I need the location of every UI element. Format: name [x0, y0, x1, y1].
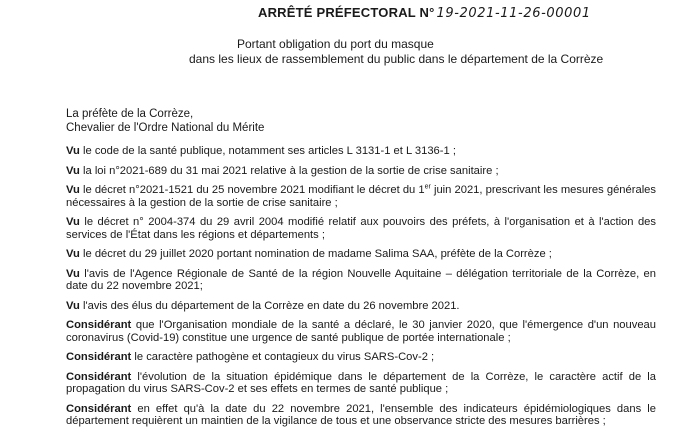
considering-lead: Considérant — [66, 402, 132, 415]
considering-paragraph — [66, 371, 656, 396]
recital-text: le code de la santé publique, notamment ses articles L 3131-1 et L 3136-1 ; — [79, 145, 456, 157]
considering-lead: Considérant — [66, 370, 132, 383]
considering-paragraph — [66, 319, 656, 344]
authority-title: La préfète de la Corrèze, — [66, 108, 194, 120]
recital-lead: Vu — [66, 216, 80, 228]
recital-text: la loi n°2021-689 du 31 mai 2021 relative à la gestion de la sortie de crise sanitaire ; — [79, 164, 499, 177]
considering-lead: Considérant — [66, 319, 132, 331]
recital-paragraph — [66, 300, 656, 313]
recital-paragraph — [66, 248, 656, 261]
considering-lead: Considérant — [66, 351, 132, 363]
recital-text: le décret du 29 juillet 2020 portant nomination de madame Salima SAA, préfète de la Corrèze ; — [79, 248, 552, 260]
recital-lead: Vu — [66, 299, 80, 312]
decree-body — [66, 145, 656, 435]
ordinal-superscript: er — [424, 183, 431, 191]
recital-lead: Vu — [66, 267, 80, 280]
handwritten-decree-number: 19-2021-11-26-00001 — [436, 6, 591, 21]
recital-lead: Vu — [66, 248, 80, 260]
considering-text: l'évolution de la situation épidémique dans le département de la Corrèze, le caractère actif de la propagation du virus SARS-Cov-2 et ses effets en termes de santé publique ; — [66, 370, 656, 395]
recital-paragraph — [66, 145, 656, 158]
decree-subtitle — [0, 37, 700, 67]
title-prefix: ARRÊTÉ PRÉFECTORAL N° — [258, 5, 435, 20]
considering-paragraph — [66, 403, 656, 428]
recital-lead: Vu — [66, 145, 80, 157]
subtitle-line-1: Portant obligation du port du masque — [237, 37, 434, 51]
recital-text: le décret n° 2004-374 du 29 avril 2004 modifié relatif aux pouvoirs des préfets, à l'organisation et à l'action des services de l'État dans les régions et départements ; — [66, 216, 656, 241]
recital-text-continued: juin 2021, prescrivant les mesures générales nécessaires à la gestion de la sortie de crise sanitaire ; — [66, 184, 656, 209]
considering-paragraph — [66, 351, 656, 364]
recital-text: le décret n°2021-1521 du 25 novembre 2021 modifiant le décret du 1 — [79, 184, 425, 196]
recital-paragraph — [66, 216, 656, 241]
recital-lead: Vu — [66, 184, 80, 196]
issuing-authority — [66, 107, 264, 135]
considering-text: que l'Organisation mondiale de la santé a déclaré, le 30 janvier 2020, que l'émergence d'un nouveau coronavirus (Covid-19) constitue une urgence de santé publique de portée internationale ; — [66, 319, 656, 344]
recital-text: l'avis des élus du département de la Corrèze en date du 26 novembre 2021. — [79, 299, 460, 312]
subtitle-line-2: dans les lieux de rassemblement du public dans le département de la Corrèze — [189, 52, 604, 66]
considering-text: en effet qu'à la date du 22 novembre 2021, l'ensemble des indicateurs épidémiologiques dans le département requièrent un maintien de la vigilance de tous et une observance stricte des mesures barrières ; — [66, 402, 656, 427]
recital-text: l'avis de l'Agence Régionale de Santé de la région Nouvelle Aquitaine – délégation territoriale de la Corrèze, en date du 22 novembre 2021; — [66, 267, 656, 292]
authority-distinction: Chevalier de l'Ordre National du Mérite — [66, 122, 265, 134]
recital-lead: Vu — [66, 164, 80, 177]
recital-paragraph — [66, 184, 656, 209]
decree-title — [258, 5, 591, 21]
considering-text: le caractère pathogène et contagieux du virus SARS-Cov-2 ; — [131, 351, 435, 363]
recital-paragraph — [66, 165, 656, 178]
recital-paragraph — [66, 268, 656, 293]
